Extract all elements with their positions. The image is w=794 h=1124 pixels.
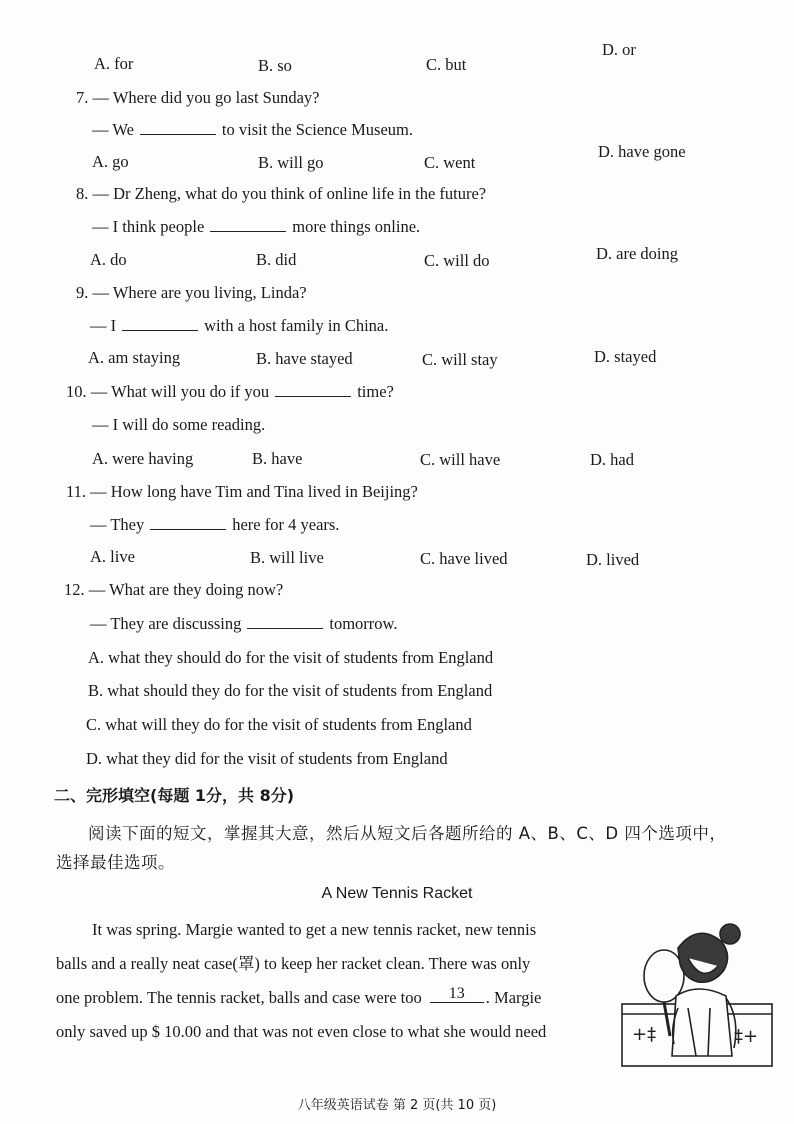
- q12-answer: — They are discussing tomorrow.: [90, 614, 398, 633]
- q11-option-d: D. lived: [586, 550, 640, 569]
- q9-answer: — I with a host family in China.: [90, 316, 389, 335]
- q6-option-c: C. but: [426, 55, 467, 74]
- passage-line: one problem. The tennis racket, balls and case were too 13 . Margie: [56, 985, 542, 1007]
- q12-option-a: A. what they should do for the visit of students from England: [88, 648, 494, 667]
- passage-line: It was spring. Margie wanted to get a new tennis racket, new tennis: [92, 920, 537, 939]
- q6-option-a: A. for: [94, 54, 134, 73]
- passage-line: only saved up $ 10.00 and that was not even close to what she would need: [56, 1022, 547, 1041]
- answer-blank: 13: [430, 988, 484, 1003]
- passage-title: A New Tennis Racket: [321, 885, 473, 902]
- answer-blank: [275, 382, 351, 397]
- q7-option-c: C. went: [424, 153, 476, 172]
- q6-option-b: B. so: [258, 56, 292, 75]
- q11-answer: — They here for 4 years.: [90, 515, 340, 534]
- section-instruction-line2: 选择最佳选项。: [56, 853, 175, 872]
- q12-option-d: D. what they did for the visit of students from England: [86, 749, 448, 768]
- q9-option-d: D. stayed: [594, 347, 657, 366]
- answer-blank: [150, 515, 226, 530]
- page-footer: 八年级英语试卷 第 2 页(共 10 页): [297, 1098, 497, 1113]
- q10-option-a: A. were having: [92, 449, 194, 468]
- answer-blank: [140, 120, 216, 135]
- q11-option-b: B. will live: [250, 548, 324, 567]
- q12-stem: 12. — What are they doing now?: [64, 580, 284, 599]
- q8-option-d: D. are doing: [596, 244, 679, 263]
- q9-option-c: C. will stay: [422, 350, 498, 369]
- section-instruction-line1: 阅读下面的短文，掌握其大意，然后从短文后各题所给的 A、B、C、D 四个选项中，: [88, 824, 727, 843]
- q7-stem: 7. — Where did you go last Sunday?: [76, 88, 320, 107]
- svg-text:+‡: +‡: [632, 1024, 657, 1045]
- q12-option-c: C. what will they do for the visit of students from England: [86, 715, 472, 734]
- q12-option-b: B. what should they do for the visit of students from England: [88, 681, 493, 700]
- q6-option-d: D. or: [602, 40, 636, 59]
- q11-option-a: A. live: [90, 547, 135, 566]
- q10-option-d: D. had: [590, 450, 634, 469]
- q8-option-c: C. will do: [424, 251, 490, 270]
- q9-option-b: B. have stayed: [256, 349, 353, 368]
- q8-answer: — I think people more things online.: [92, 217, 421, 236]
- answer-blank: [210, 217, 286, 232]
- answer-blank: [122, 316, 198, 331]
- section-heading: 二、完形填空(每题 1分，共 8分): [54, 786, 295, 805]
- q11-option-c: C. have lived: [420, 549, 508, 568]
- q9-stem: 9. — Where are you living, Linda?: [76, 283, 307, 302]
- q10-stem: 10. — What will you do if you time?: [66, 382, 394, 401]
- q7-option-a: A. go: [92, 152, 129, 171]
- q8-stem: 8. — Dr Zheng, what do you think of online life in the future?: [76, 184, 487, 203]
- q8-option-a: A. do: [90, 250, 127, 269]
- q7-option-b: B. will go: [258, 153, 324, 172]
- q10-option-c: C. will have: [420, 450, 501, 469]
- q7-option-d: D. have gone: [598, 142, 686, 161]
- q10-option-b: B. have: [252, 449, 303, 468]
- q11-stem: 11. — How long have Tim and Tina lived in Beijing?: [66, 482, 418, 501]
- girl-with-racket-illustration: [618, 918, 778, 1078]
- passage-line: balls and a really neat case(罩) to keep her racket clean. There was only: [56, 954, 531, 973]
- q8-option-b: B. did: [256, 250, 297, 269]
- svg-text:‡+: ‡+: [734, 1026, 759, 1047]
- q9-option-a: A. am staying: [88, 348, 181, 367]
- q7-answer: — We to visit the Science Museum.: [92, 120, 414, 139]
- q10-answer: — I will do some reading.: [92, 415, 266, 434]
- answer-blank: [247, 614, 323, 629]
